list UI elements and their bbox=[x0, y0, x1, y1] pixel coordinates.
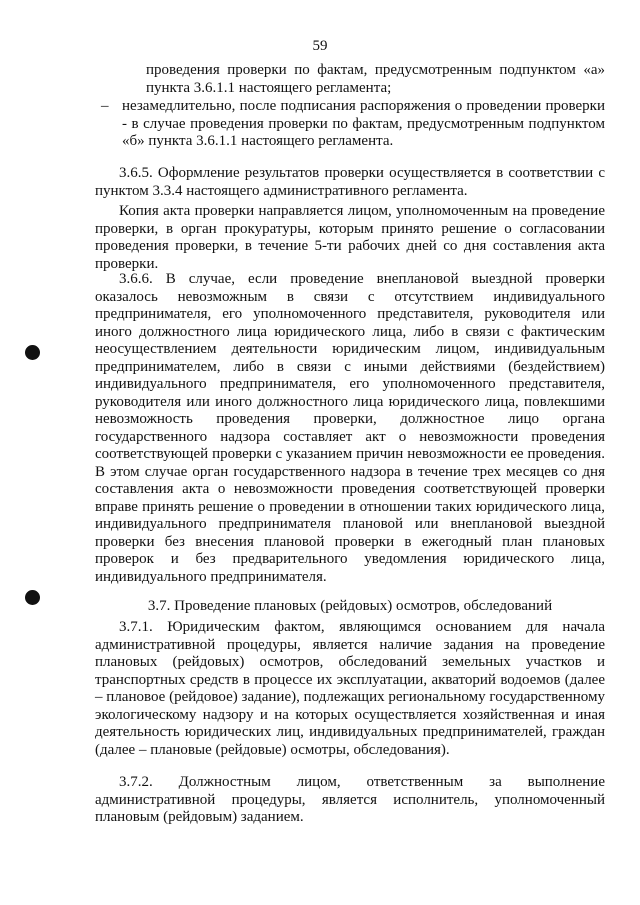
bullet-marker: – bbox=[101, 98, 109, 114]
bullet-text: незамедлительно, после подписания распоряжения о проведении проверки - в случае проведения проверки по фактам, предусмотренным подпунктом «б» пункта 3.6.1.1 настоящего регламента. bbox=[122, 98, 605, 149]
page-number: 59 bbox=[312, 38, 328, 54]
paragraph-3-7-2: 3.7.2. Должностным лицом, ответственным за выполнение административной процедуры, является исполнитель, уполномоченный плановым (рейдовым) заданием. bbox=[95, 774, 605, 825]
paragraph-3-6-6: 3.6.6. В случае, если проведение внеплановой выездной проверки оказалось невозможным в связи с отсутствием индивидуального предпринимателя, его уполномоченного представителя, руководителя или иного должностного лица юридического лица, либо в связи с фактическим неосуществлением деятельности юридическим лицом, индивидуальным предпринимателем, либо в связи с иными действиями (бездействием) индивидуального предпринимателя, его уполномоченного представителя, руководителя или иного должностного лица юридического лица, повлекшими невозможность проведения проверки, должностное лицо органа государственного надзора составляет акт о невозможности проведения соответствующей проверки с указанием причин невозможности ее проведения. В этом случае орган государственного надзора в течение трех месяцев со дня составления акта о невозможности проведения соответствующей проверки вправе принять решение о проведении в отношении таких юридического лица, индивидуального предпринимателя плановой или внеплановой выездной проверки без внесения плановой проверки в ежегодный план плановых проверок и без предварительного уведомления юридического лица, индивидуального предпринимателя. bbox=[95, 271, 605, 585]
bullet-item bbox=[101, 98, 605, 151]
section-heading-3-7: 3.7. Проведение плановых (рейдовых) осмотров, обследований bbox=[147, 598, 553, 614]
paragraph-3-7-1: 3.7.1. Юридическим фактом, являющимся основанием для начала административной процедуры, является наличие задания на проведение плановых (рейдовых) осмотров, обследований земельных участков и транспортных средств в процессе их эксплуатации, акваторий водоемов (далее – плановое (рейдовое) задание), подлежащих региональному государственному экологическому надзору и на которых осуществляется хозяйственная и иная деятельность юридических лиц, индивидуальных предпринимателей, граждан (далее – плановые (рейдовые) осмотры, обследования). bbox=[95, 619, 605, 758]
paragraph-continuation: проведения проверки по фактам, предусмотренным подпунктом «а» пункта 3.6.1.1 настоящего регламента; bbox=[146, 62, 605, 96]
binder-hole-mark bbox=[25, 590, 40, 605]
binder-hole-mark bbox=[25, 345, 40, 360]
paragraph-copy-of-act: Копия акта проверки направляется лицом, уполномоченным на проведение проверки, в орган прокуратуры, которым принято решение о согласовании проведения проверки, в течение 5-ти рабочих дней со дня составления акта проверки. bbox=[95, 203, 605, 272]
paragraph-3-6-5: 3.6.5. Оформление результатов проверки осуществляется в соответствии с пунктом 3.3.4 настоящего административного регламента. bbox=[95, 165, 605, 199]
